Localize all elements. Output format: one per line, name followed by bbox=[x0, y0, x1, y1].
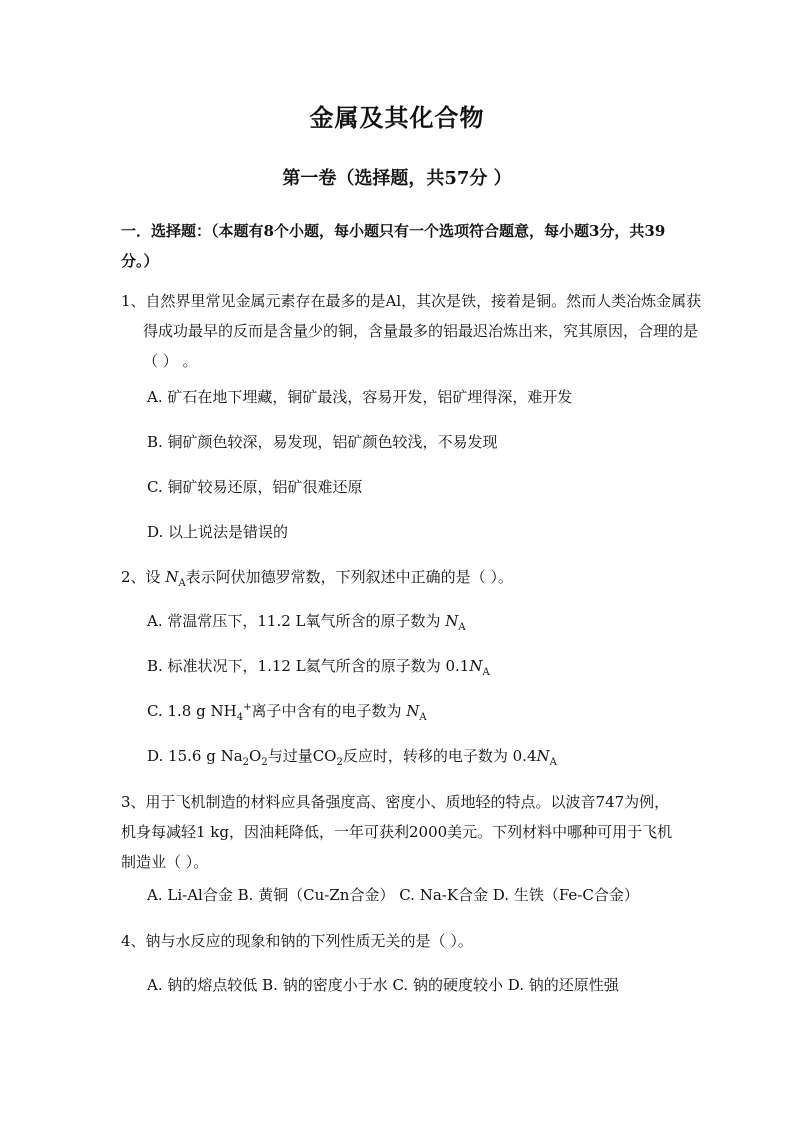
page-title: 金属及其化合物 bbox=[309, 103, 485, 132]
question-2-option-d: D. 15.6 g $Na_2O_2$与过量$CO_2$反应时，转移的电子数为 $0.4N_A$ bbox=[147, 747, 557, 768]
question-1-option-a: A. 矿石在地下埋藏，铜矿最浅，容易开发，铝矿埋得深，难开发 bbox=[147, 388, 573, 406]
question-1-option-b: B. 铜矿颜色较深，易发现，铝矿颜色较浅，不易发现 bbox=[147, 433, 498, 451]
question-2-option-c: C. 1.8 g $NH_4^+$离子中含有的电子数为 $N_A$ bbox=[147, 702, 427, 723]
question-2-option-b: B. 标准状况下，1.12 L氦气所含的原子数为 $0.1N_A$ bbox=[147, 657, 490, 678]
question-1-option-d: D. 以上说法是错误的 bbox=[147, 523, 289, 541]
question-4-options: A. 钠的熔点较低 B. 钠的密度小于水 C. 钠的硬度较小 D. 钠的还原性强 bbox=[147, 976, 619, 994]
section-heading: 第一卷（选择题，共57分 ） bbox=[282, 168, 512, 189]
question-3-stem: 3、用于飞机制造的材料应具备强度高、密度小、质地轻的特点。以波音747为例，机身每减轻1 kg，因油耗降低，一年可获利2000美元。下列材料中哪种可用于飞机制造业（ ）。 bbox=[121, 793, 673, 871]
question-1-stem: 1、自然界里常见金属元素存在最多的是Al，其次是铁，接着是铜。然而人类冶炼金属获得成功最早的反而是含量少的铜，含量最多的铝最迟冶炼出来，究其原因，合理的是（ ） 。 bbox=[121, 292, 702, 370]
question-2-option-a: A. 常温常压下，11.2 L氧气所含的原子数为 $N_A$ bbox=[147, 612, 466, 633]
question-2-stem: 2、设 $N_A$表示阿伏加德罗常数，下列叙述中正确的是（ ）。 bbox=[121, 568, 513, 589]
question-3-options: A. Li-Al合金 B. 黄铜（Cu-Zn合金） C. Na-K合金 D. 生铁（Fe-C合金） bbox=[147, 886, 639, 904]
question-1-option-c: C. 铜矿较易还原，铝矿很难还原 bbox=[147, 478, 363, 496]
section-instructions: 一．选择题：（本题有8个小题，每小题只有一个选项符合题意，每小题3分，共39分。） bbox=[121, 222, 666, 270]
question-4-stem: 4、钠与水反应的现象和钠的下列性质无关的是（ ）。 bbox=[121, 932, 473, 950]
